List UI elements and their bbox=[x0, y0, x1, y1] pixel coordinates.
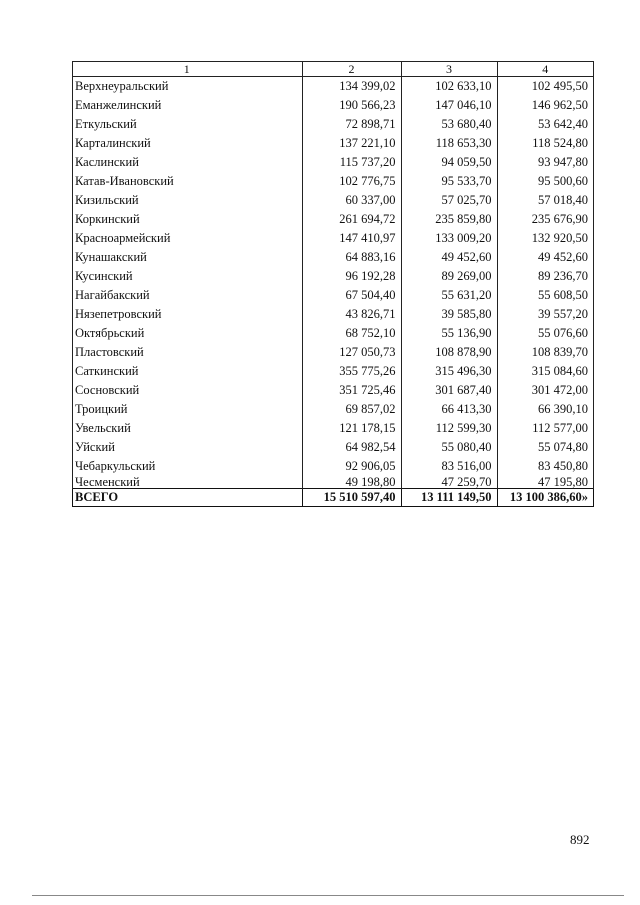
table-header-row bbox=[73, 62, 594, 77]
district-name-cell: Кусинский bbox=[73, 267, 303, 286]
table-row bbox=[73, 267, 594, 286]
table-row bbox=[73, 210, 594, 229]
value-cell-c4: 53 642,40 bbox=[497, 115, 593, 134]
value-cell-c3: 315 496,30 bbox=[401, 362, 497, 381]
value-cell-c3: 57 025,70 bbox=[401, 191, 497, 210]
district-name-cell: Еткульский bbox=[73, 115, 303, 134]
value-cell-c3: 83 516,00 bbox=[401, 457, 497, 476]
value-cell-c4: 66 390,10 bbox=[497, 400, 593, 419]
value-cell-c3: 95 533,70 bbox=[401, 172, 497, 191]
table-row bbox=[73, 343, 594, 362]
value-cell-c2: 261 694,72 bbox=[302, 210, 401, 229]
value-cell-c2: 134 399,02 bbox=[302, 77, 401, 97]
table-row bbox=[73, 191, 594, 210]
district-name-cell: Катав-Ивановский bbox=[73, 172, 303, 191]
district-name-cell: Сосновский bbox=[73, 381, 303, 400]
value-cell-c2: 355 775,26 bbox=[302, 362, 401, 381]
district-name-cell: Нязепетровский bbox=[73, 305, 303, 324]
value-cell-c2: 351 725,46 bbox=[302, 381, 401, 400]
table-row bbox=[73, 324, 594, 343]
value-cell-c3: 55 080,40 bbox=[401, 438, 497, 457]
table-row bbox=[73, 476, 594, 489]
district-name-cell: Карталинский bbox=[73, 134, 303, 153]
value-cell-c2: 92 906,05 bbox=[302, 457, 401, 476]
total-value-cell-c4: 13 100 386,60» bbox=[497, 489, 593, 507]
value-cell-c2: 49 198,80 bbox=[302, 476, 401, 489]
value-cell-c2: 147 410,97 bbox=[302, 229, 401, 248]
table-row bbox=[73, 419, 594, 438]
value-cell-c3: 39 585,80 bbox=[401, 305, 497, 324]
value-cell-c3: 147 046,10 bbox=[401, 96, 497, 115]
district-name-cell: Пластовский bbox=[73, 343, 303, 362]
value-cell-c4: 93 947,80 bbox=[497, 153, 593, 172]
value-cell-c4: 39 557,20 bbox=[497, 305, 593, 324]
value-cell-c3: 47 259,70 bbox=[401, 476, 497, 489]
header-col-4: 4 bbox=[497, 62, 593, 77]
value-cell-c4: 118 524,80 bbox=[497, 134, 593, 153]
value-cell-c3: 66 413,30 bbox=[401, 400, 497, 419]
budget-table-body bbox=[73, 62, 594, 507]
district-name-cell: Чесменский bbox=[73, 476, 303, 489]
value-cell-c2: 137 221,10 bbox=[302, 134, 401, 153]
value-cell-c2: 43 826,71 bbox=[302, 305, 401, 324]
district-name-cell: Саткинский bbox=[73, 362, 303, 381]
budget-table bbox=[72, 61, 594, 507]
value-cell-c3: 235 859,80 bbox=[401, 210, 497, 229]
value-cell-c4: 146 962,50 bbox=[497, 96, 593, 115]
value-cell-c4: 57 018,40 bbox=[497, 191, 593, 210]
value-cell-c2: 121 178,15 bbox=[302, 419, 401, 438]
value-cell-c4: 49 452,60 bbox=[497, 248, 593, 267]
value-cell-c4: 102 495,50 bbox=[497, 77, 593, 97]
table-row bbox=[73, 115, 594, 134]
value-cell-c2: 69 857,02 bbox=[302, 400, 401, 419]
value-cell-c4: 47 195,80 bbox=[497, 476, 593, 489]
district-name-cell: Каслинский bbox=[73, 153, 303, 172]
total-row bbox=[73, 489, 594, 507]
total-value-cell-c3: 13 111 149,50 bbox=[401, 489, 497, 507]
table-row bbox=[73, 286, 594, 305]
district-name-cell: Троицкий bbox=[73, 400, 303, 419]
district-name-cell: Чебаркульский bbox=[73, 457, 303, 476]
table-row bbox=[73, 134, 594, 153]
district-name-cell: Верхнеуральский bbox=[73, 77, 303, 97]
value-cell-c4: 55 076,60 bbox=[497, 324, 593, 343]
value-cell-c2: 190 566,23 bbox=[302, 96, 401, 115]
value-cell-c4: 132 920,50 bbox=[497, 229, 593, 248]
value-cell-c2: 102 776,75 bbox=[302, 172, 401, 191]
bottom-rule bbox=[32, 895, 624, 896]
value-cell-c4: 89 236,70 bbox=[497, 267, 593, 286]
value-cell-c4: 235 676,90 bbox=[497, 210, 593, 229]
value-cell-c2: 72 898,71 bbox=[302, 115, 401, 134]
value-cell-c2: 127 050,73 bbox=[302, 343, 401, 362]
table-row bbox=[73, 172, 594, 191]
table-row bbox=[73, 381, 594, 400]
value-cell-c2: 64 883,16 bbox=[302, 248, 401, 267]
value-cell-c2: 64 982,54 bbox=[302, 438, 401, 457]
table-row bbox=[73, 153, 594, 172]
district-name-cell: Кизильский bbox=[73, 191, 303, 210]
value-cell-c4: 315 084,60 bbox=[497, 362, 593, 381]
header-col-2: 2 bbox=[302, 62, 401, 77]
value-cell-c4: 108 839,70 bbox=[497, 343, 593, 362]
value-cell-c4: 55 074,80 bbox=[497, 438, 593, 457]
value-cell-c3: 55 136,90 bbox=[401, 324, 497, 343]
value-cell-c4: 112 577,00 bbox=[497, 419, 593, 438]
table-row bbox=[73, 229, 594, 248]
value-cell-c3: 94 059,50 bbox=[401, 153, 497, 172]
value-cell-c3: 49 452,60 bbox=[401, 248, 497, 267]
header-col-3: 3 bbox=[401, 62, 497, 77]
table-row bbox=[73, 438, 594, 457]
value-cell-c3: 118 653,30 bbox=[401, 134, 497, 153]
value-cell-c3: 133 009,20 bbox=[401, 229, 497, 248]
value-cell-c2: 115 737,20 bbox=[302, 153, 401, 172]
value-cell-c4: 301 472,00 bbox=[497, 381, 593, 400]
header-col-1: 1 bbox=[73, 62, 303, 77]
district-name-cell: Уйский bbox=[73, 438, 303, 457]
value-cell-c3: 102 633,10 bbox=[401, 77, 497, 97]
value-cell-c2: 68 752,10 bbox=[302, 324, 401, 343]
value-cell-c2: 67 504,40 bbox=[302, 286, 401, 305]
district-name-cell: Еманжелинский bbox=[73, 96, 303, 115]
district-name-cell: Увельский bbox=[73, 419, 303, 438]
district-name-cell: Октябрьский bbox=[73, 324, 303, 343]
page-number: 892 bbox=[570, 832, 590, 847]
district-name-cell: Красноармейский bbox=[73, 229, 303, 248]
table-row bbox=[73, 362, 594, 381]
value-cell-c3: 53 680,40 bbox=[401, 115, 497, 134]
district-name-cell: Нагайбакский bbox=[73, 286, 303, 305]
table-row bbox=[73, 305, 594, 324]
total-value-cell-c2: 15 510 597,40 bbox=[302, 489, 401, 507]
value-cell-c4: 55 608,50 bbox=[497, 286, 593, 305]
value-cell-c2: 60 337,00 bbox=[302, 191, 401, 210]
value-cell-c3: 55 631,20 bbox=[401, 286, 497, 305]
total-label-cell: ВСЕГО bbox=[73, 489, 303, 507]
table-row bbox=[73, 400, 594, 419]
value-cell-c3: 301 687,40 bbox=[401, 381, 497, 400]
table-row bbox=[73, 96, 594, 115]
table-row bbox=[73, 457, 594, 476]
value-cell-c3: 108 878,90 bbox=[401, 343, 497, 362]
value-cell-c4: 83 450,80 bbox=[497, 457, 593, 476]
district-name-cell: Кунашакский bbox=[73, 248, 303, 267]
value-cell-c2: 96 192,28 bbox=[302, 267, 401, 286]
table-row bbox=[73, 77, 594, 97]
value-cell-c3: 89 269,00 bbox=[401, 267, 497, 286]
table-row bbox=[73, 248, 594, 267]
value-cell-c3: 112 599,30 bbox=[401, 419, 497, 438]
value-cell-c4: 95 500,60 bbox=[497, 172, 593, 191]
district-name-cell: Коркинский bbox=[73, 210, 303, 229]
